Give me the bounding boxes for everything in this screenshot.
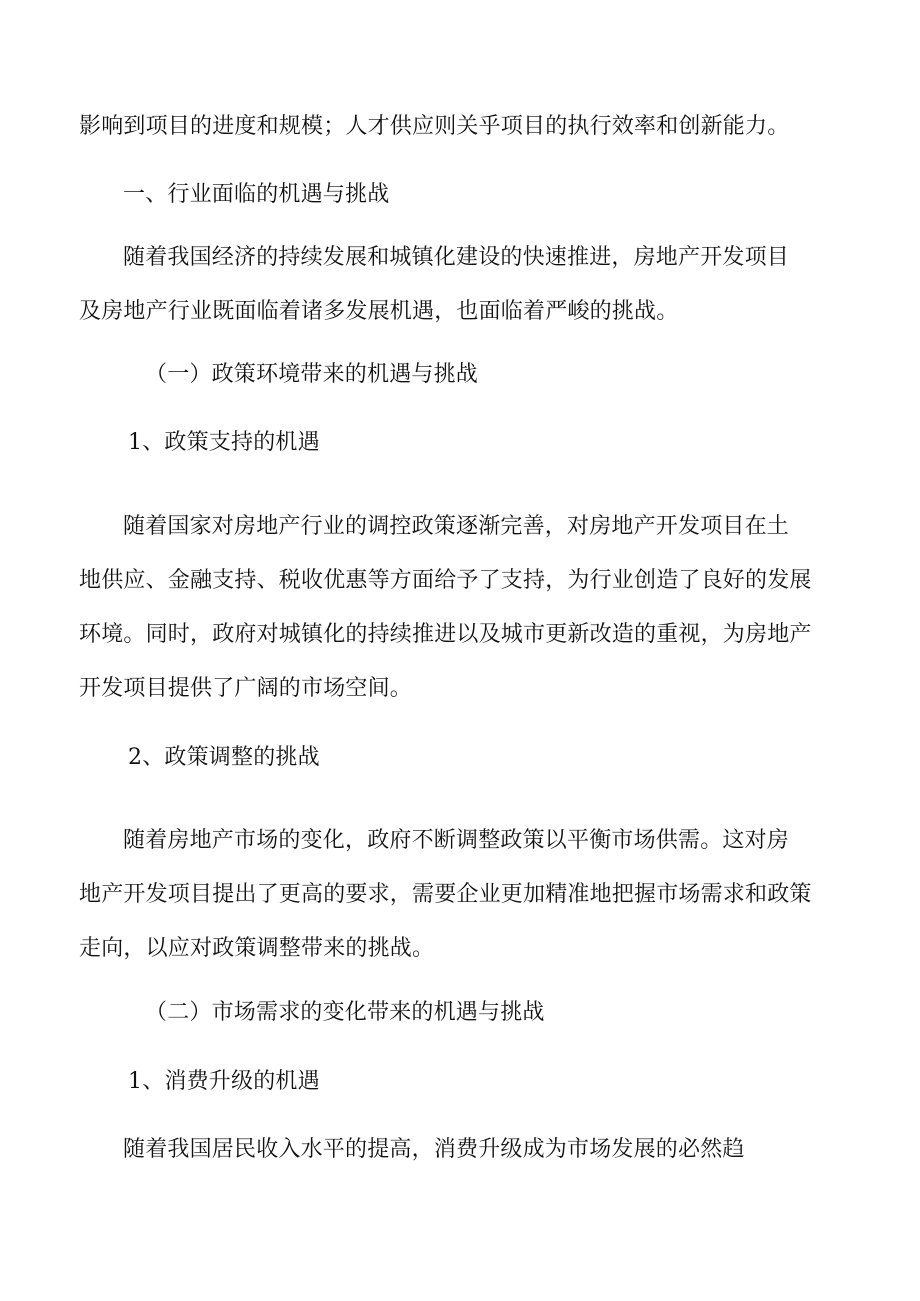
paragraph-line: 及房地产行业既面临着诸多发展机遇，也面临着严峻的挑战。 <box>79 299 679 324</box>
item-heading: 1、消费升级的机遇 <box>128 1069 320 1094</box>
item-heading: 2、政策调整的挑战 <box>128 745 320 770</box>
paragraph-line: 地产开发项目提出了更高的要求，需要企业更加精准地把握市场需求和政策 <box>79 882 812 907</box>
paragraph-line: 地供应、金融支持、税收优惠等方面给予了支持，为行业创造了良好的发展 <box>79 568 812 593</box>
paragraph-line: 环境。同时，政府对城镇化的持续推进以及城市更新改造的重视，为房地产 <box>79 622 812 647</box>
section-heading: 一、行业面临的机遇与挑战 <box>123 182 390 207</box>
paragraph-line: 走向，以应对政策调整带来的挑战。 <box>79 936 435 961</box>
subsection-heading: （一）政策环境带来的机遇与挑战 <box>145 362 479 387</box>
paragraph-line: 随着我国经济的持续发展和城镇化建设的快速推进，房地产开发项目 <box>123 245 790 270</box>
paragraph-line: 随着房地产市场的变化，政府不断调整政策以平衡市场供需。这对房 <box>123 828 790 853</box>
paragraph-line: 开发项目提供了广阔的市场空间。 <box>79 676 413 701</box>
paragraph-line: 随着我国居民收入水平的提高，消费升级成为市场发展的必然趋 <box>123 1137 745 1162</box>
item-heading: 1、政策支持的机遇 <box>128 430 320 455</box>
paragraph-line: 随着国家对房地产行业的调控政策逐渐完善，对房地产开发项目在土 <box>123 514 790 539</box>
paragraph-line: 影响到项目的进度和规模；人才供应则关乎项目的执行效率和创新能力。 <box>79 114 790 139</box>
subsection-heading: （二）市场需求的变化带来的机遇与挑战 <box>145 1000 545 1025</box>
